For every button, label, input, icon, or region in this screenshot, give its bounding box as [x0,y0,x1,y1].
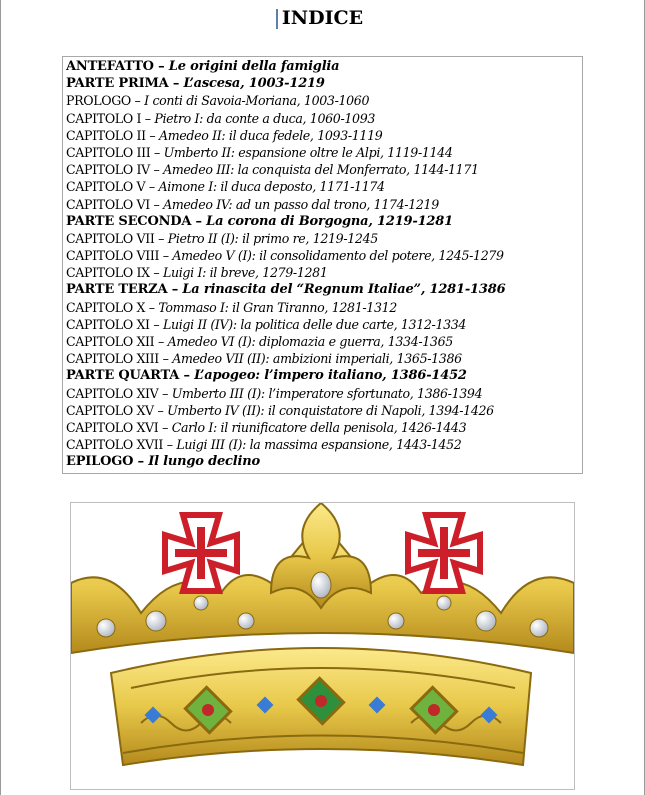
toc-entry-label: PARTE TERZA – [66,282,183,298]
toc-entry-label: CAPITOLO V – [66,179,159,195]
toc-entry [66,281,581,298]
toc-entry-label: CAPITOLO XVI – [66,419,172,435]
toc-entry [66,419,581,436]
toc-entry-label: CAPITOLO XV – [66,402,168,418]
toc-entry-label: CAPITOLO II – [66,127,159,143]
toc-entry [66,110,581,127]
toc-entry [66,333,581,350]
page-title: INDICE [281,7,364,29]
toc-entry-label: ANTEFATTO – [66,59,169,74]
toc-entry [66,453,581,470]
toc-entry-subtitle: Amedeo VI (I): diplomazia e guerra, 1334-1365 [167,334,453,349]
toc-entry-label: CAPITOLO XII – [66,334,168,349]
cross-right [408,515,480,591]
crown-illustration [71,503,574,789]
toc-entry-label: PARTE QUARTA – [66,368,195,384]
toc-entry [66,58,581,75]
toc-entry-subtitle: I conti di Savoia-Moriana, 1003-1060 [144,93,370,109]
table-of-contents [66,58,581,471]
toc-entry-label: CAPITOLO XIII – [66,351,173,367]
toc-entry [66,350,581,367]
toc-entry [66,230,581,247]
toc-entry [66,247,581,264]
toc-entry-subtitle: Luigi I: il breve, 1279-1281 [162,265,328,281]
toc-entry [66,316,581,333]
toc-entry-subtitle: Luigi II (IV): la politica delle due carte, 1312-1334 [162,316,467,332]
toc-entry-label: CAPITOLO XIV – [66,385,172,401]
cross-left [165,515,237,591]
toc-entry-label: EPILOGO – [66,454,149,470]
toc-entry-subtitle: Pietro II (I): il primo re, 1219-1245 [167,230,378,246]
toc-entry [66,161,581,178]
toc-entry [66,75,581,92]
toc-entry-subtitle: Il lungo declino [148,454,260,470]
toc-entry [66,264,581,281]
toc-entry [66,385,581,402]
toc-entry-label: CAPITOLO XI – [66,316,163,332]
toc-entry-label: CAPITOLO XVII – [66,437,177,453]
toc-entry-label: CAPITOLO IX – [66,265,163,281]
toc-entry [66,367,581,384]
toc-entry [66,299,581,316]
toc-entry [66,213,581,230]
toc-entry-subtitle: L’apogeo: l’impero italiano, 1386-1452 [194,368,467,384]
toc-entry-subtitle: Umberto III (I): l’imperatore sfortunato, 1386-1394 [171,385,483,401]
toc-entry-label: CAPITOLO III – [66,144,164,160]
toc-entry-subtitle: Amedeo II: il duca fedele, 1093-1119 [158,127,383,143]
toc-entry-subtitle: Aimone I: il duca deposto, 1171-1174 [158,179,385,195]
toc-entry [66,127,581,144]
toc-entry-subtitle: La rinascita del “Regnum Italiae”, 1281-1386 [182,282,506,298]
page-left-border [0,0,1,795]
toc-entry-subtitle: Pietro I: da conte a duca, 1060-1093 [154,110,376,126]
toc-entry-subtitle: Le origini della famiglia [168,59,340,74]
toc-entry-label: CAPITOLO X – [66,299,159,315]
toc-entry-subtitle: Amedeo VII (II): ambizioni imperiali, 1365-1386 [172,351,462,367]
toc-entry-subtitle: Carlo I: il riunificatore della penisola, 1426-1443 [171,419,467,435]
toc-entry-label: PROLOGO – [66,93,145,109]
toc-entry-label: CAPITOLO VII – [66,230,168,246]
toc-entry [66,196,581,213]
toc-entry-label: CAPITOLO IV – [66,162,164,178]
toc-entry [66,144,581,161]
toc-entry-subtitle: Tommaso I: il Gran Tiranno, 1281-1312 [158,299,397,315]
crown-image[interactable] [70,502,575,790]
toc-entry-subtitle: Amedeo III: la conquista del Monferrato, 1144-1171 [163,162,479,178]
toc-entry [66,402,581,419]
toc-entry-subtitle: L’ascesa, 1003-1219 [183,76,325,92]
toc-entry-label: PARTE PRIMA – [66,76,184,92]
toc-entry-label: CAPITOLO VI – [66,196,164,212]
toc-entry-subtitle: Luigi III (I): la massima espansione, 1443-1452 [176,437,462,453]
toc-entry [66,178,581,195]
toc-entry-subtitle: Umberto IV (II): il conquistatore di Napoli, 1394-1426 [167,402,494,418]
toc-entry-subtitle: Amedeo V (I): il consolidamento del potere, 1245-1279 [172,248,504,264]
toc-entry-label: CAPITOLO I – [66,110,155,126]
toc-entry-label: CAPITOLO VIII – [66,248,173,264]
toc-entry [66,92,581,109]
toc-entry-subtitle: Umberto II: espansione oltre le Alpi, 1119-1144 [163,144,453,160]
toc-entry-subtitle: La corona di Borgogna, 1219-1281 [206,213,453,229]
toc-entry-label: PARTE SECONDA – [66,213,207,229]
toc-entry [66,436,581,453]
toc-entry-subtitle: Amedeo IV: ad un passo dal trono, 1174-1219 [163,196,439,212]
